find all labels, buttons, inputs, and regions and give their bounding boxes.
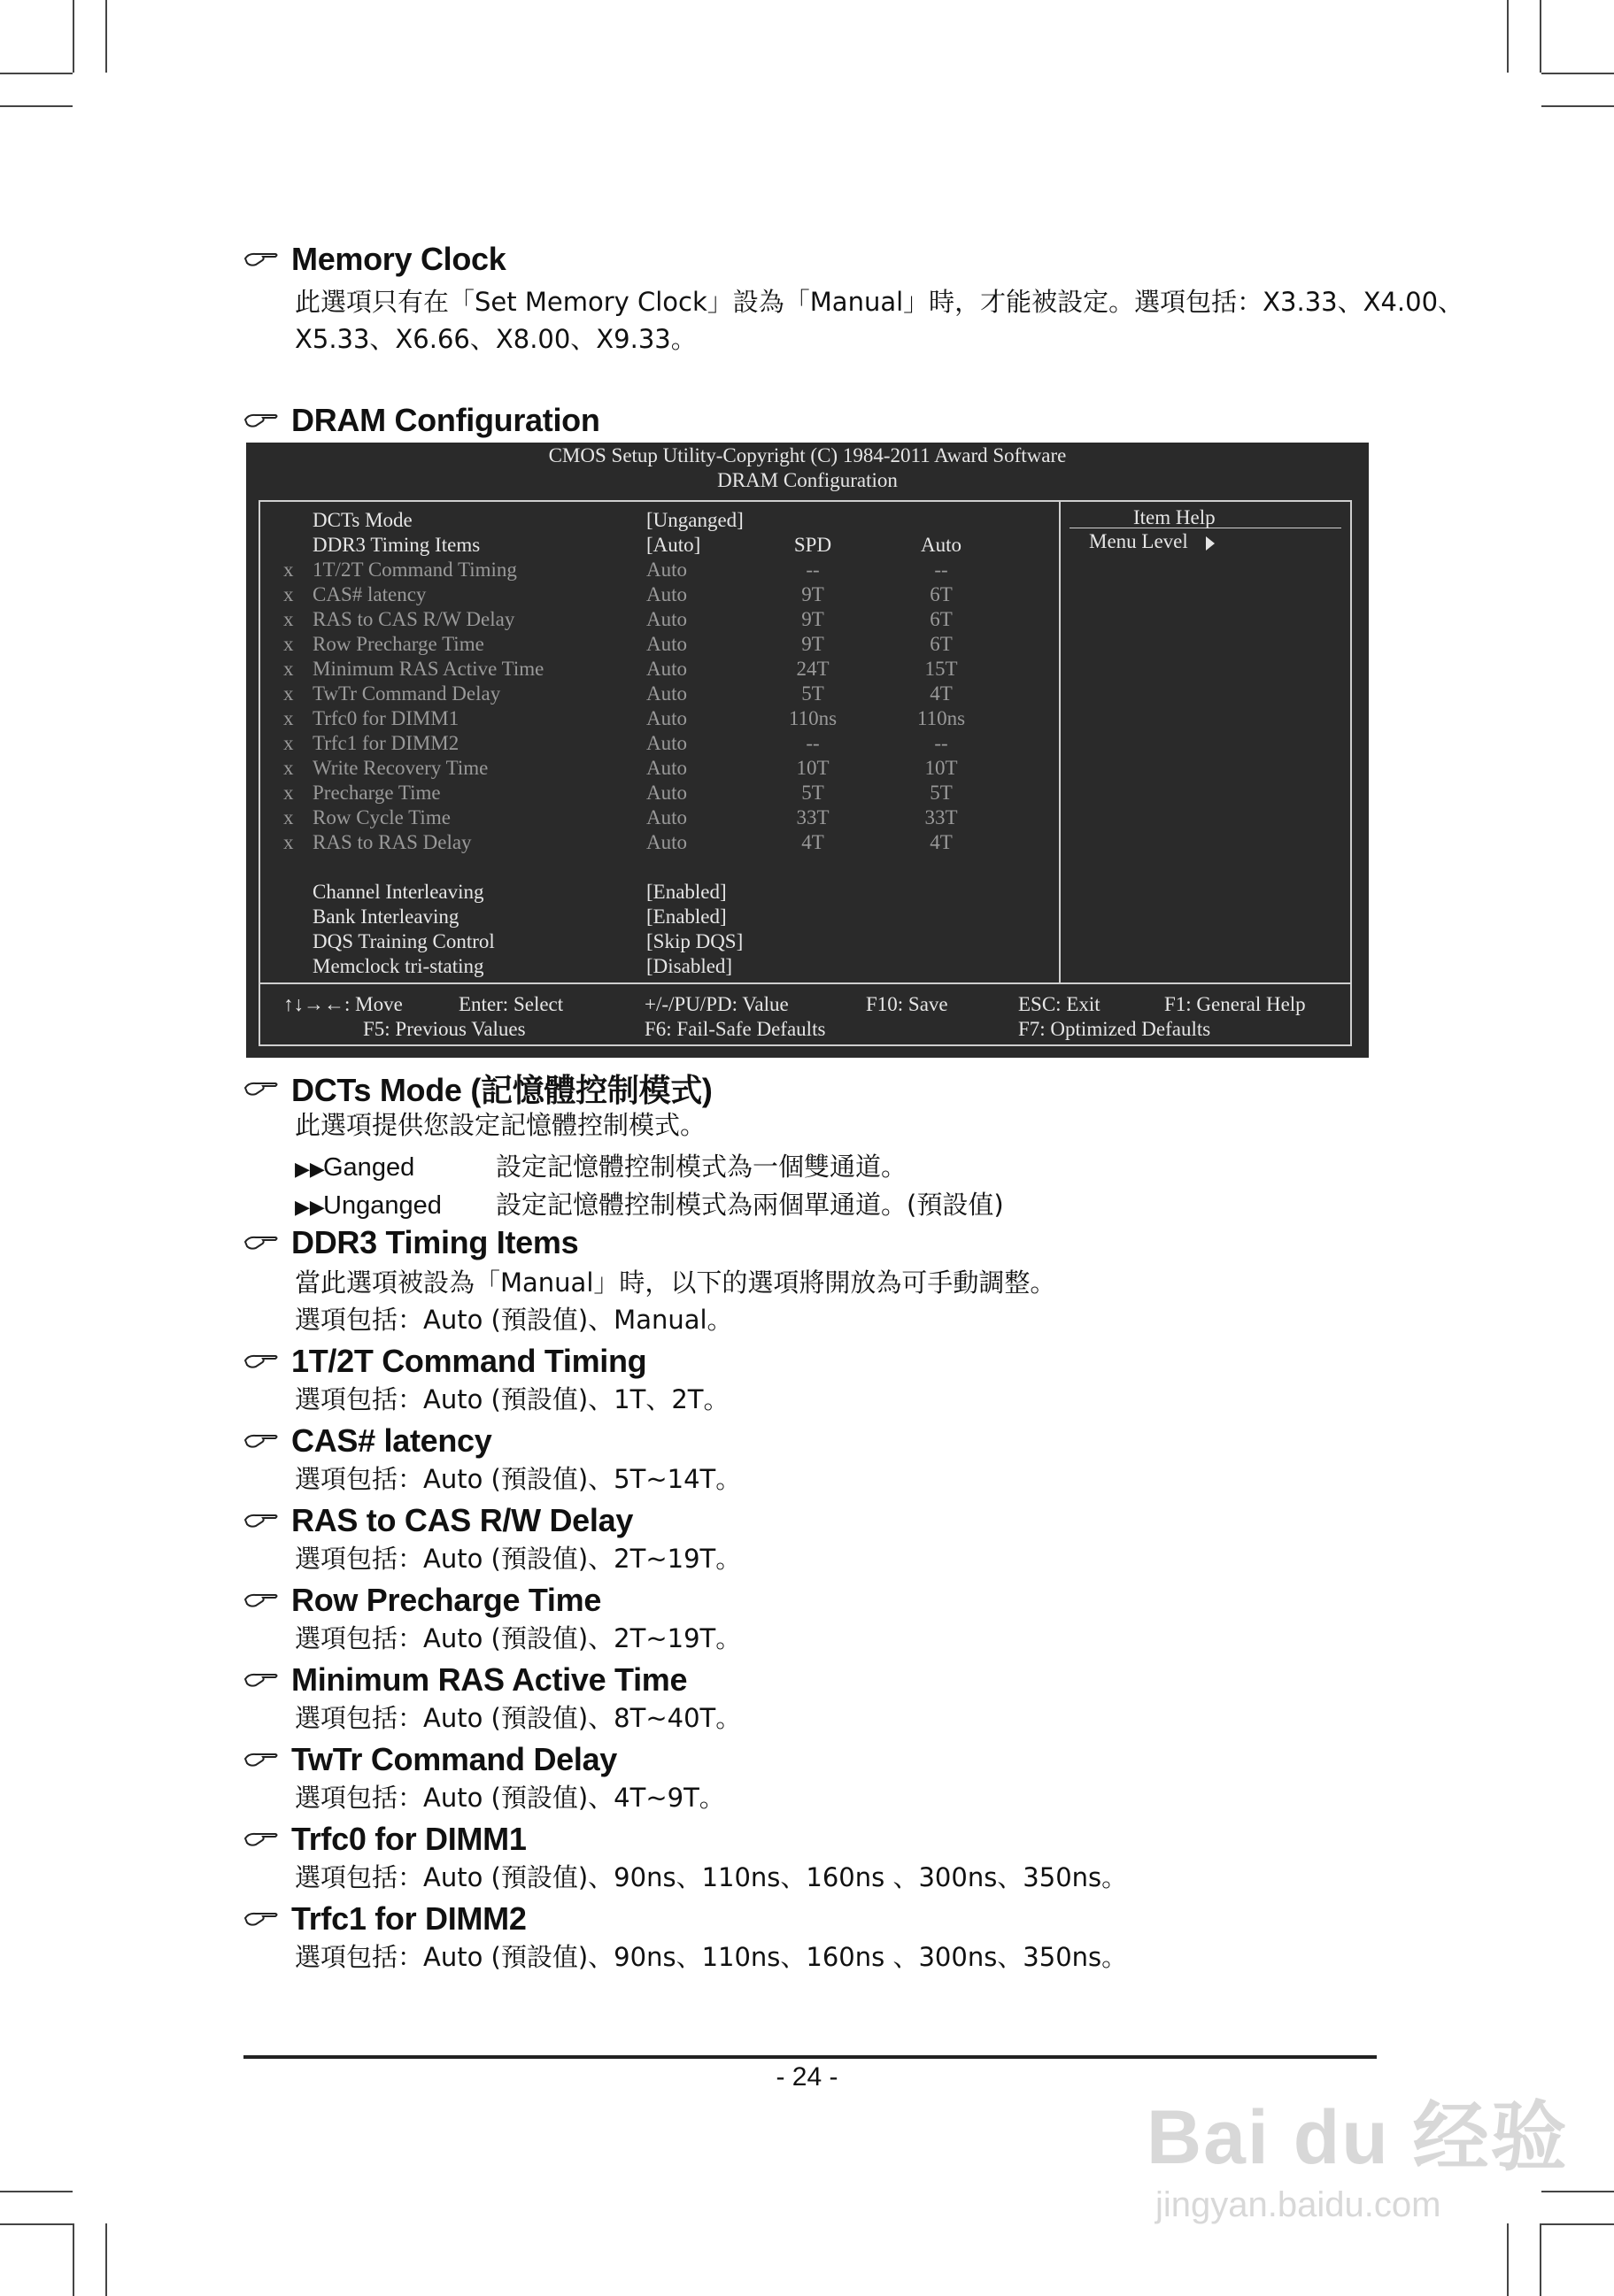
key-f5: F5: Previous Values xyxy=(363,1018,526,1040)
disabled-marker: x xyxy=(283,608,294,630)
bios-setting-row[interactable] xyxy=(246,905,1043,930)
bios-divider xyxy=(1059,500,1061,982)
setting-label: Minimum RAS Active Time xyxy=(313,658,544,680)
setting-value: Auto xyxy=(646,583,687,605)
item-help-label: Item Help xyxy=(1133,506,1216,528)
crop-mark xyxy=(0,2223,73,2225)
pointing-hand-icon xyxy=(243,1350,279,1373)
bios-setting-row xyxy=(246,559,1043,583)
trfc1-title: Trfc1 for DIMM2 xyxy=(291,1900,527,1937)
bios-setting-row[interactable] xyxy=(246,534,1043,559)
trfc1-desc: 選項包括：Auto (預設值)、90ns、110ns、160ns 、300ns、350ns。 xyxy=(295,1942,1128,1972)
pointing-hand-icon xyxy=(243,1748,279,1771)
setting-value: Auto xyxy=(646,831,687,853)
cmd-timing-desc: 選項包括：Auto (預設值)、1T、2T。 xyxy=(295,1384,730,1414)
spd-value: 10T xyxy=(796,757,830,779)
bios-setting-row xyxy=(246,707,1043,732)
setting-value: [Unganged] xyxy=(646,509,744,531)
memory-clock-heading xyxy=(243,241,506,278)
key-esc: ESC: Exit xyxy=(1018,993,1100,1015)
ddr3-line2: 選項包括：Auto (預設值)、Manual。 xyxy=(295,1305,733,1335)
auto-value: Auto xyxy=(921,534,961,556)
option-desc: 設定記憶體控制模式為兩個單通道。(預設值) xyxy=(496,1190,1004,1220)
auto-value: 4T xyxy=(930,831,953,853)
page-number: - 24 - xyxy=(776,2062,838,2092)
disabled-marker: x xyxy=(283,633,294,655)
bios-setting-row xyxy=(246,608,1043,633)
bios-setting-row[interactable] xyxy=(246,881,1043,905)
crop-mark xyxy=(1507,0,1509,73)
footer-rule xyxy=(243,2055,1377,2059)
pointing-hand-icon xyxy=(243,1429,279,1452)
bios-setting-row xyxy=(246,658,1043,682)
setting-label: Trfc0 for DIMM1 xyxy=(313,707,459,729)
min-ras-desc: 選項包括：Auto (預設值)、8T~40T。 xyxy=(295,1703,742,1733)
bios-setting-row xyxy=(246,806,1043,831)
setting-label: Bank Interleaving xyxy=(313,905,459,928)
watermark-brand: Bai du 经验 xyxy=(1147,2095,1569,2180)
option-name: Ganged xyxy=(323,1153,415,1182)
crop-mark xyxy=(105,0,107,73)
menu-level-label: Menu Level xyxy=(1089,530,1188,552)
crop-mark xyxy=(73,0,74,73)
key-f6: F6: Fail-Safe Defaults xyxy=(645,1018,826,1040)
crop-mark xyxy=(0,105,73,107)
spd-value: 5T xyxy=(801,782,824,804)
bios-setting-row xyxy=(246,757,1043,782)
pointing-hand-icon xyxy=(243,1509,279,1532)
memory-clock-title: Memory Clock xyxy=(291,241,506,277)
setting-label: Row Cycle Time xyxy=(313,806,451,828)
menu-level xyxy=(1089,530,1215,553)
auto-value: 6T xyxy=(930,633,953,655)
setting-value: Auto xyxy=(646,757,687,779)
setting-label: Memclock tri-stating xyxy=(313,955,484,977)
setting-label: Channel Interleaving xyxy=(313,881,484,903)
pointing-hand-icon xyxy=(243,1828,279,1851)
setting-label: DQS Training Control xyxy=(313,930,495,952)
setting-label: Trfc1 for DIMM2 xyxy=(313,732,459,754)
ras-cas-title: RAS to CAS R/W Delay xyxy=(291,1502,634,1538)
trfc0-desc: 選項包括：Auto (預設值)、90ns、110ns、160ns 、300ns、350ns。 xyxy=(295,1862,1128,1892)
ddr3-title: DDR3 Timing Items xyxy=(291,1224,579,1260)
twtr-title: TwTr Command Delay xyxy=(291,1741,618,1777)
spd-value: -- xyxy=(806,559,820,581)
pointing-hand-icon xyxy=(243,1077,279,1100)
twtr-desc: 選項包括：Auto (預設值)、4T~9T。 xyxy=(295,1783,725,1813)
ddr3-line1: 當此選項被設為「Manual」時，以下的選項將開放為可手動調整。 xyxy=(295,1267,1056,1298)
bios-setting-row xyxy=(246,782,1043,806)
disabled-marker: x xyxy=(283,732,294,754)
twtr-heading xyxy=(243,1741,617,1778)
pointing-hand-icon xyxy=(243,1589,279,1612)
pointing-hand-icon xyxy=(243,1907,279,1930)
min-ras-title: Minimum RAS Active Time xyxy=(291,1661,688,1698)
crop-mark xyxy=(0,2191,73,2192)
auto-value: 33T xyxy=(924,806,958,828)
spd-value: 110ns xyxy=(788,707,838,729)
setting-label: CAS# latency xyxy=(313,583,427,605)
setting-value: [Auto] xyxy=(646,534,701,556)
bios-header-title: DRAM Configuration xyxy=(717,469,898,491)
min-ras-heading xyxy=(243,1661,687,1699)
crop-mark xyxy=(1541,73,1614,74)
dcts-desc: 此選項提供您設定記憶體控制模式。 xyxy=(295,1110,707,1140)
disabled-marker: x xyxy=(283,831,294,853)
setting-value: Auto xyxy=(646,633,687,655)
pointing-hand-icon xyxy=(243,1668,279,1691)
spd-value: 9T xyxy=(801,583,824,605)
setting-value: Auto xyxy=(646,707,687,729)
spd-value: 4T xyxy=(801,831,824,853)
spd-value: 24T xyxy=(796,658,830,680)
double-arrow-icon: ▶▶ xyxy=(295,1159,325,1181)
cas-desc: 選項包括：Auto (預設值)、5T~14T。 xyxy=(295,1464,742,1494)
row-precharge-desc: 選項包括：Auto (預設值)、2T~19T。 xyxy=(295,1623,742,1653)
spd-value: 9T xyxy=(801,608,824,630)
auto-value: 5T xyxy=(930,782,953,804)
key-f1: F1: General Help xyxy=(1164,993,1306,1015)
key-f10: F10: Save xyxy=(866,993,948,1015)
dram-config-heading xyxy=(243,402,600,439)
auto-value: -- xyxy=(934,559,948,581)
auto-value: -- xyxy=(934,732,948,754)
watermark-url: jingyan.baidu.com xyxy=(1155,2185,1441,2224)
option-desc: 設定記憶體控制模式為一個雙通道。 xyxy=(496,1152,907,1182)
key-f7: F7: Optimized Defaults xyxy=(1018,1018,1211,1040)
setting-value: Auto xyxy=(646,559,687,581)
bios-setting-row[interactable] xyxy=(246,955,1043,980)
auto-value: 6T xyxy=(930,608,953,630)
disabled-marker: x xyxy=(283,559,294,581)
baidu-watermark xyxy=(1147,2076,1569,2225)
spd-value: 9T xyxy=(801,633,824,655)
setting-value: Auto xyxy=(646,782,687,804)
setting-value: [Enabled] xyxy=(646,881,727,903)
pointing-hand-icon xyxy=(243,248,279,271)
ddr3-heading xyxy=(243,1224,578,1261)
crop-mark xyxy=(1507,2223,1509,2296)
spd-value: SPD xyxy=(793,534,832,556)
setting-label: RAS to CAS R/W Delay xyxy=(313,608,515,630)
key-enter: Enter: Select xyxy=(459,993,564,1015)
option-name: Unganged xyxy=(323,1191,442,1220)
setting-value: Auto xyxy=(646,658,687,680)
auto-value: 6T xyxy=(930,583,953,605)
disabled-marker: x xyxy=(283,782,294,804)
setting-value: [Enabled] xyxy=(646,905,727,928)
setting-label: 1T/2T Command Timing xyxy=(313,559,517,581)
setting-label: RAS to RAS Delay xyxy=(313,831,472,853)
disabled-marker: x xyxy=(283,757,294,779)
dcts-heading xyxy=(243,1066,713,1111)
setting-label: DCTs Mode xyxy=(313,509,413,531)
dcts-option-unganged xyxy=(295,1185,1004,1221)
crop-mark xyxy=(1541,105,1614,107)
bios-setting-row[interactable] xyxy=(246,509,1043,534)
auto-value: 10T xyxy=(924,757,958,779)
setting-label: Write Recovery Time xyxy=(313,757,489,779)
spd-value: 5T xyxy=(801,682,824,705)
key-move: ↑↓→←: Move xyxy=(283,993,403,1015)
disabled-marker: x xyxy=(283,583,294,605)
key-value: +/-/PU/PD: Value xyxy=(645,993,789,1015)
bios-screen xyxy=(246,443,1369,1058)
bios-setting-row xyxy=(246,682,1043,707)
ras-cas-heading xyxy=(243,1502,633,1539)
disabled-marker: x xyxy=(283,707,294,729)
pointing-hand-icon xyxy=(243,409,279,432)
setting-label: Precharge Time xyxy=(313,782,441,804)
disabled-marker: x xyxy=(283,682,294,705)
setting-value: Auto xyxy=(646,732,687,754)
crop-mark xyxy=(0,73,73,74)
cmd-timing-title: 1T/2T Command Timing xyxy=(291,1343,647,1379)
trfc1-heading xyxy=(243,1900,527,1938)
bios-setting-row xyxy=(246,583,1043,608)
spd-value: 33T xyxy=(796,806,830,828)
cas-heading xyxy=(243,1422,492,1460)
setting-value: Auto xyxy=(646,608,687,630)
disabled-marker: x xyxy=(283,806,294,828)
bios-divider xyxy=(259,982,1352,984)
dcts-option-ganged xyxy=(295,1147,907,1183)
setting-label: Row Precharge Time xyxy=(313,633,484,655)
memory-clock-line1: 此選項只有在「Set Memory Clock」設為「Manual」時，才能被設定。選項包括：X3.33、X4.00、 xyxy=(295,287,1464,317)
ras-cas-desc: 選項包括：Auto (預設值)、2T~19T。 xyxy=(295,1544,742,1574)
bios-setting-row xyxy=(246,732,1043,757)
setting-value: Auto xyxy=(646,806,687,828)
setting-value: [Skip DQS] xyxy=(646,930,744,952)
crop-mark xyxy=(1540,2223,1541,2296)
disabled-marker: x xyxy=(283,658,294,680)
trfc0-heading xyxy=(243,1821,527,1858)
crop-mark xyxy=(105,2223,107,2296)
row-precharge-heading xyxy=(243,1582,601,1619)
bios-setting-row xyxy=(246,633,1043,658)
spd-value: -- xyxy=(806,732,820,754)
bios-setting-row xyxy=(246,831,1043,856)
crop-mark xyxy=(1540,0,1541,73)
triangle-right-icon xyxy=(1206,536,1215,551)
cmd-timing-heading xyxy=(243,1343,646,1380)
setting-value: [Disabled] xyxy=(646,955,733,977)
row-precharge-title: Row Precharge Time xyxy=(291,1582,602,1618)
setting-label: TwTr Command Delay xyxy=(313,682,501,705)
trfc0-title: Trfc0 for DIMM1 xyxy=(291,1821,527,1857)
bios-header-copyright: CMOS Setup Utility-Copyright (C) 1984-2011 Award Software xyxy=(548,444,1067,466)
dcts-title: DCTs Mode (記憶體控制模式) xyxy=(291,1072,713,1108)
auto-value: 15T xyxy=(924,658,958,680)
crop-mark xyxy=(73,2223,74,2296)
auto-value: 110ns xyxy=(916,707,966,729)
dram-config-title: DRAM Configuration xyxy=(291,402,600,438)
pointing-hand-icon xyxy=(243,1231,279,1254)
memory-clock-line2: X5.33、X6.66、X8.00、X9.33。 xyxy=(295,324,697,354)
setting-value: Auto xyxy=(646,682,687,705)
auto-value: 4T xyxy=(930,682,953,705)
double-arrow-icon: ▶▶ xyxy=(295,1197,325,1219)
setting-label: DDR3 Timing Items xyxy=(313,534,481,556)
cas-title: CAS# latency xyxy=(291,1422,492,1459)
bios-setting-row[interactable] xyxy=(246,930,1043,955)
